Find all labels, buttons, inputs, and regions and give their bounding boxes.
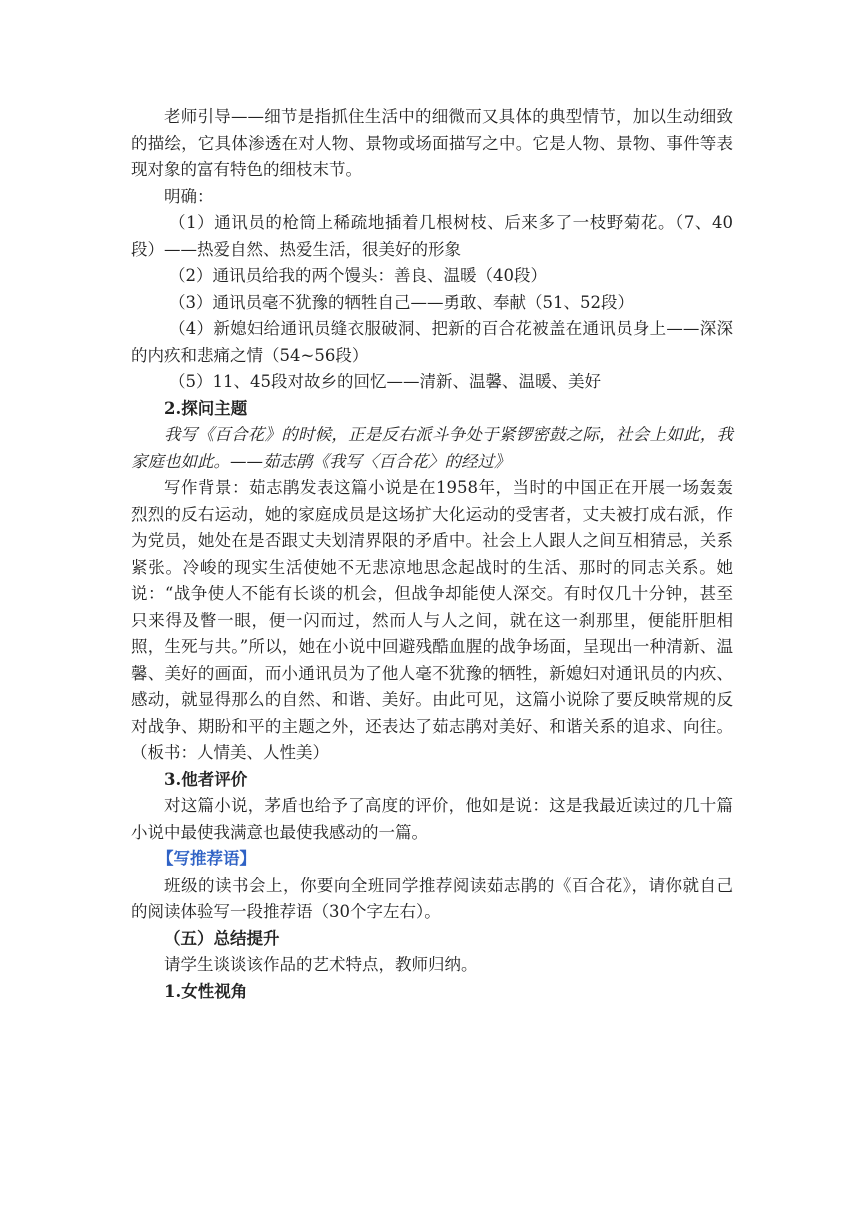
recommendation-heading: 【写推荐语】 [157, 849, 256, 868]
section-heading-female-perspective: 1.女性视角 [164, 981, 248, 1001]
paragraph-evaluation: 对这篇小说，茅盾也给予了高度的评价，他如是说：这是我最近读过的几十篇小说中最使我满意也最使我感动的一篇。 [131, 796, 733, 842]
paragraph-background: 写作背景：茹志鹃发表这篇小说是在1958年，当时的中国正在开展一场轰轰烈烈的反右运动，她的家庭成员是这场扩大化运动的受害者，丈夫被打成右派，作为党员，她处在是否跟丈夫划清界限的矛盾中。社会上人跟人之间互相猜忌，关系紧张。冷峻的现实生活使她不无悲凉地思念起战时的生活、那时的同志关系。她说：“战争使人不能有长谈的机会，但战争却能使人深交。有时仅几十分钟，甚至只来得及瞥一眼，便一闪而过，然而人与人之间，就在这一刹那里，便能肝胆相照，生死与共。”所以，她在小说中回避残酷血腥的战争场面，呈现出一种清新、温馨、美好的画面，而小通讯员为了他人毫不犹豫的牺牲，新媳妇对通讯员的内疚、感动，就显得那么的自然、和谐、美好。由此可见，这篇小说除了要反映常规的反对战争、期盼和平的主题之外，还表达了茹志鹃对美好、和谐关系的追求、向往。（板书：人情美、人性美） [131, 478, 733, 762]
section-heading-summary: （五）总结提升 [164, 928, 280, 948]
paragraph-summary-task: 请学生谈谈该作品的艺术特点，教师归纳。 [164, 955, 478, 974]
list-item: （4）新媳妇给通讯员缝衣服破洞、把新的百合花被盖在通讯员身上——深深的内疚和悲痛之情（54~56段） [131, 319, 733, 365]
paragraph-clarify: 明确： [164, 186, 214, 206]
paragraph-detail-guide: 老师引导——细节是指抓住生活中的细微而又具体的典型情节，加以生动细致的描绘，它具体渗透在对人物、景物或场面描写之中。它是人物、景物、事件等表现对象的富有特色的细枝末节。 [131, 107, 733, 179]
list-item: （2）通讯员给我的两个馒头：善良、温暖（40段） [169, 266, 547, 285]
list-item: （3）通讯员毫不犹豫的牺牲自己——勇敢、奉献（51、52段） [169, 292, 634, 312]
list-item: （5）11、45段对故乡的回忆——清新、温馨、温暖、美好 [169, 372, 601, 391]
document-body [131, 104, 733, 1005]
list-item: （1）通讯员的枪筒上稀疏地插着几根树枝、后来多了一枝野菊花。（7、40段）——热爱自然、热爱生活，很美好的形象 [131, 213, 733, 259]
paragraph-recommendation-task: 班级的读书会上，你要向全班同学推荐阅读茹志鹃的《百合花》，请你就自己的阅读体验写一段推荐语（30个字左右）。 [131, 875, 733, 921]
author-quote: 我写《百合花》的时候，正是反右派斗争处于紧锣密鼓之际，社会上如此，我家庭也如此。——茹志鹃《我写〈百合花〉的经过》 [131, 425, 733, 471]
section-heading-evaluation: 3.他者评价 [164, 769, 248, 789]
section-heading-theme: 2.探问主题 [164, 398, 248, 418]
